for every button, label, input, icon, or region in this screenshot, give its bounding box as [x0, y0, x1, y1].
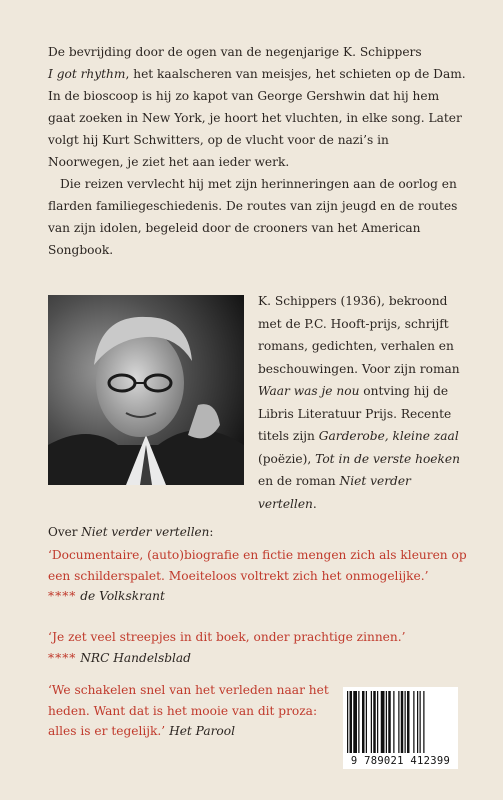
blurb-paragraph-2: Die reizen vervlecht hij met zijn herinneringen aan de oorlog en flarden familiegeschiedenis. De routes van zijn jeugd en de routes van zijn idolen, begeleid door de crooners van het American Songbook. [48, 177, 458, 257]
review-quote: ‘We schakelen snel van het verleden naar het heden. Want dat is het mooie van dit proza: alles is er tegelijk.’ Het Parool [48, 683, 329, 738]
blurb-paragraph-1: De bevrijding door de ogen van de negenjarige K. Schippers I got rhythm, het kaalscheren van meisjes, het schieten op de Dam. In de bioscoop is hij zo kapot van George Gershwin dat hij hem gaat zoeken in New York, je hoort het vluchten, in elke song. Later volgt hij Kurt Schwitters, op de vlucht voor de nazi’s in Noorwegen, je ziet het aan ieder werk. [48, 45, 466, 169]
review-quote: ‘Je zet veel streepjes in dit boek, onder prachtige zinnen.’ **** NRC Handelsblad [48, 630, 406, 665]
rating-stars: **** [48, 589, 77, 603]
rating-stars: **** [48, 650, 77, 665]
review-source: Het Parool [169, 724, 235, 738]
reviews-heading: Over Niet verder vertellen: [48, 525, 214, 539]
isbn-barcode [343, 687, 458, 769]
review-quote: ‘Documentaire, (auto)biografie en fictie mengen zich als kleuren op een schilderspalet. Moeiteloos voltrekt zich het onmogelijke.’ **** de Volkskrant [48, 548, 467, 603]
isbn-number: 9 789021 412399 [350, 755, 451, 767]
barcode-bars [347, 691, 454, 753]
review-source: NRC Handelsblad [80, 650, 191, 665]
author-bio: K. Schippers (1936), bekroond met de P.C. Hooft-prijs, schrijft romans, gedichten, verhalen en beschouwingen. Voor zijn roman Waar was je nou ontving hij de Libris Literatuur Prijs. Recente titels zijn Garderobe, kleine zaal (poëzie), Tot in de verste hoeken en de roman Niet verder vertellen. [258, 294, 460, 511]
author-photo [48, 295, 244, 485]
blurb-title-italic: I got rhythm [48, 67, 126, 81]
back-cover-blurb [48, 41, 468, 261]
review-source: de Volkskrant [80, 589, 165, 603]
